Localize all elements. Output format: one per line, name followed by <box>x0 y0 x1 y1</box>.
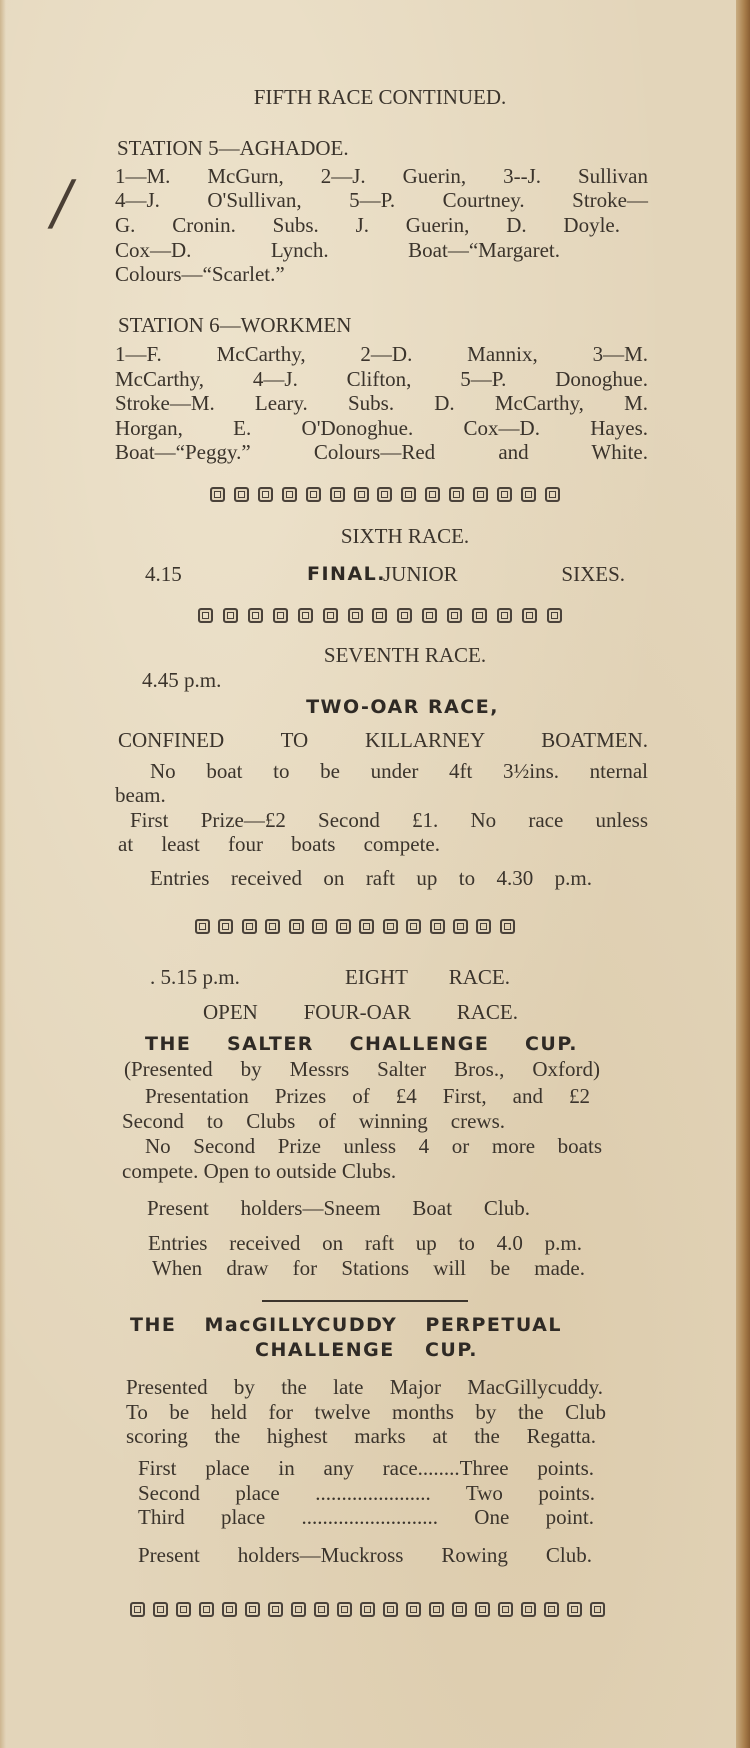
ornament-glyph <box>234 487 249 502</box>
ornament-glyph <box>521 487 536 502</box>
crew-line: 1—M. McGurn, 2—J. Guerin, 3--J. Sullivan <box>115 164 648 188</box>
ornament-glyph <box>218 919 233 934</box>
ornament-glyph <box>268 1602 283 1617</box>
ornament-glyph <box>199 1602 214 1617</box>
ornament-glyph <box>265 919 280 934</box>
ornament-glyph <box>497 487 512 502</box>
race-time: . 5.15 p.m. <box>150 965 240 989</box>
ornament-glyph <box>222 1602 237 1617</box>
ornament-glyph <box>425 487 440 502</box>
race-rule-line: First Prize—£2 Second £1. No race unless <box>130 808 648 832</box>
present-holders: Present holders—Muckross Rowing Club. <box>138 1543 592 1567</box>
cup-rule-line: Presented by the late Major MacGillycuddy. <box>126 1375 603 1399</box>
ornament-glyph <box>429 1602 444 1617</box>
final-label: FINAL. <box>307 563 386 585</box>
race-event: TWO-OAR RACE, <box>306 696 499 718</box>
crew-line: 4—J. O'Sullivan, 5—P. Courtney. Stroke— <box>115 188 648 212</box>
race-time: 4.15 <box>145 562 182 586</box>
ornament-glyph <box>567 1602 582 1617</box>
cup-title: THE MacGILLYCUDDY PERPETUAL <box>130 1314 562 1336</box>
crew-line: G. Cronin. Subs. J. Guerin, D. Doyle. <box>115 213 620 237</box>
entries-line: When draw for Stations will be made. <box>152 1256 585 1280</box>
ornament-glyph <box>498 1602 513 1617</box>
race-title: EIGHT RACE. <box>345 965 510 989</box>
ornament-glyph <box>472 608 487 623</box>
ornament-glyph <box>406 919 421 934</box>
ornament-glyph <box>248 608 263 623</box>
ornament-glyph <box>406 1602 421 1617</box>
ornamental-border <box>210 487 560 502</box>
ornament-glyph <box>497 608 512 623</box>
ornament-glyph <box>521 1602 536 1617</box>
race-rule-line: compete. Open to outside Clubs. <box>122 1159 397 1183</box>
page-title: FIFTH RACE CONTINUED. <box>253 85 507 109</box>
ornament-glyph <box>273 608 288 623</box>
ornament-glyph <box>522 608 537 623</box>
ornamental-border <box>195 919 515 934</box>
ornament-glyph <box>354 487 369 502</box>
ornament-glyph <box>348 608 363 623</box>
points-line: First place in any race........Three points. <box>138 1456 594 1480</box>
ornament-glyph <box>359 919 374 934</box>
ornament-glyph <box>282 487 297 502</box>
race-rule-line: (Presented by Messrs Salter Bros., Oxford) <box>124 1057 600 1081</box>
ornament-glyph <box>198 608 213 623</box>
race-rule-line: beam. <box>115 783 166 807</box>
race-rule-line: Entries received on raft up to 4.30 p.m. <box>150 866 592 890</box>
ornament-glyph <box>383 919 398 934</box>
entries-line: Entries received on raft up to 4.0 p.m. <box>148 1231 582 1255</box>
ornament-glyph <box>430 919 445 934</box>
points-line: Third place .......................... One point. <box>138 1505 594 1529</box>
crew-line: Horgan, E. O'Donoghue. Cox—D. Hayes. <box>115 416 648 440</box>
crew-line: 1—F. McCarthy, 2—D. Mannix, 3—M. <box>115 342 648 366</box>
page-edge-right <box>736 0 750 1748</box>
race-rule-line: No boat to be under 4ft 3½ins. nternal <box>150 759 648 783</box>
ornament-glyph <box>473 487 488 502</box>
ornament-glyph <box>291 1602 306 1617</box>
ornament-glyph <box>210 487 225 502</box>
race-subtitle: CONFINED TO KILLARNEY BOATMEN. <box>118 728 648 752</box>
ornament-glyph <box>195 919 210 934</box>
station-heading: STATION 6—WORKMEN <box>118 313 352 337</box>
page-edge-left <box>0 0 6 1748</box>
ornament-glyph <box>323 608 338 623</box>
cup-rule-line: scoring the highest marks at the Regatta. <box>126 1424 596 1448</box>
ornament-glyph <box>377 487 392 502</box>
ornament-glyph <box>397 608 412 623</box>
ornament-glyph <box>312 919 327 934</box>
ornament-glyph <box>449 487 464 502</box>
ornament-glyph <box>258 487 273 502</box>
race-subtitle: OPEN FOUR-OAR RACE. <box>203 1000 518 1024</box>
handwritten-slash-mark: / <box>45 168 79 238</box>
ornament-glyph <box>176 1602 191 1617</box>
ornament-glyph <box>475 1602 490 1617</box>
points-line: Second place ...................... Two points. <box>138 1481 595 1505</box>
ornament-glyph <box>590 1602 605 1617</box>
ornament-glyph <box>336 919 351 934</box>
race-title: SEVENTH RACE. <box>323 643 487 667</box>
ornament-glyph <box>547 608 562 623</box>
ornament-glyph <box>245 1602 260 1617</box>
crew-line: McCarthy, 4—J. Clifton, 5—P. Donoghue. <box>115 367 648 391</box>
ornament-glyph <box>401 487 416 502</box>
race-time: 4.45 p.m. <box>142 668 222 692</box>
ornament-glyph <box>544 1602 559 1617</box>
ornament-glyph <box>337 1602 352 1617</box>
ornament-glyph <box>447 608 462 623</box>
crew-line: Cox—D. Lynch. Boat—“Margaret. <box>115 238 560 262</box>
ornament-glyph <box>383 1602 398 1617</box>
cup-rule-line: To be held for twelve months by the Club <box>126 1400 606 1424</box>
ornament-glyph <box>500 919 515 934</box>
present-holders: Present holders—Sneem Boat Club. <box>147 1196 530 1220</box>
ornament-glyph <box>360 1602 375 1617</box>
station-heading: STATION 5—AGHADOE. <box>117 136 349 160</box>
ornament-glyph <box>306 487 321 502</box>
ornament-glyph <box>298 608 313 623</box>
ornament-glyph <box>330 487 345 502</box>
ornament-glyph <box>223 608 238 623</box>
crew-line: Boat—“Peggy.” Colours—Red and White. <box>115 440 648 464</box>
crew-line: Stroke—M. Leary. Subs. D. McCarthy, M. <box>115 391 648 415</box>
ornament-glyph <box>476 919 491 934</box>
ornament-glyph <box>153 1602 168 1617</box>
ornament-glyph <box>289 919 304 934</box>
race-event: JUNIOR SIXES. <box>383 562 625 586</box>
ornament-glyph <box>130 1602 145 1617</box>
ornamental-border <box>198 608 562 623</box>
race-title: SIXTH RACE. <box>340 524 470 548</box>
ornament-glyph <box>372 608 387 623</box>
section-divider-rule <box>262 1300 468 1302</box>
ornament-glyph <box>242 919 257 934</box>
ornament-glyph <box>422 608 437 623</box>
ornament-glyph <box>453 919 468 934</box>
ornamental-border <box>130 1602 605 1617</box>
ornament-glyph <box>452 1602 467 1617</box>
race-rule-line: Second to Clubs of winning crews. <box>122 1109 505 1133</box>
ornament-glyph <box>314 1602 329 1617</box>
ornament-glyph <box>545 487 560 502</box>
cup-title: CHALLENGE CUP. <box>255 1339 478 1361</box>
race-event: THE SALTER CHALLENGE CUP. <box>145 1033 578 1055</box>
crew-line: Colours—“Scarlet.” <box>115 262 285 286</box>
race-rule-line: Presentation Prizes of £4 First, and £2 <box>145 1084 590 1108</box>
race-rule-line: at least four boats compete. <box>118 832 440 856</box>
race-rule-line: No Second Prize unless 4 or more boats <box>145 1134 602 1158</box>
